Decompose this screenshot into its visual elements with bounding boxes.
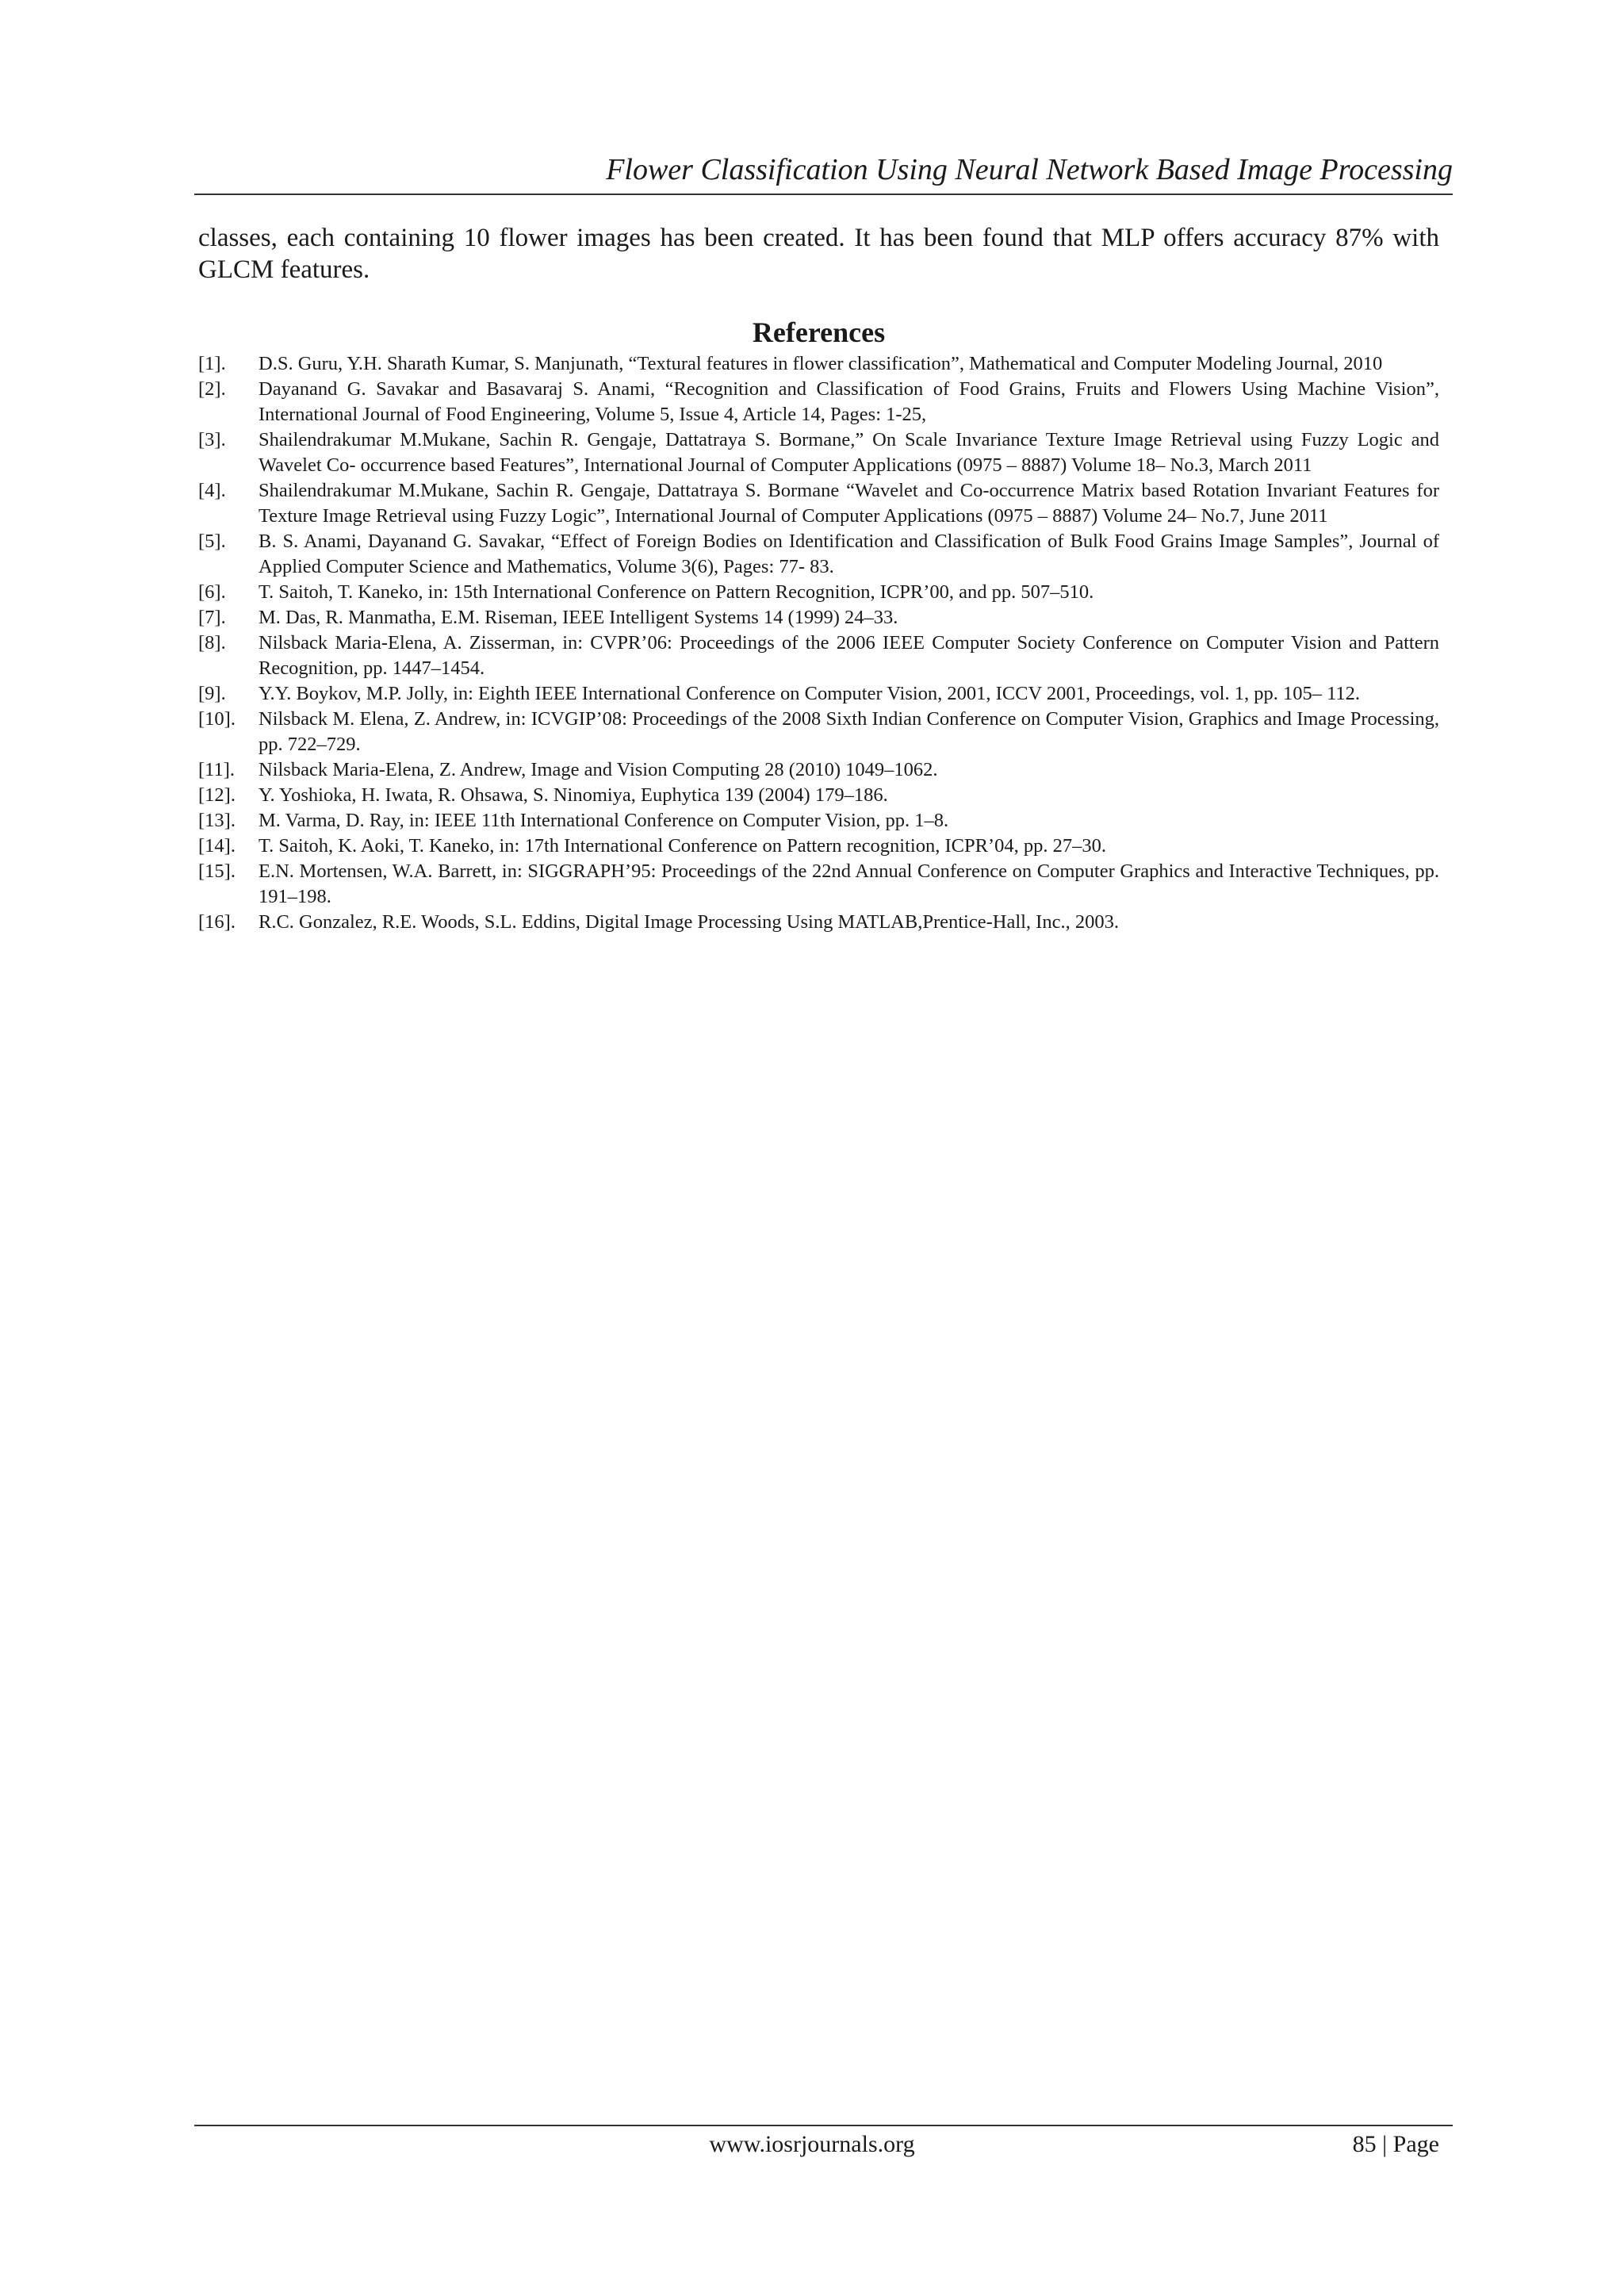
reference-item	[198, 427, 1439, 478]
reference-number: [4].	[198, 480, 226, 501]
reference-text: Y.Y. Boykov, M.P. Jolly, in: Eighth IEEE International Conference on Computer Vision, 2001, ICCV 2001, Proceedings, vol. 1, pp. 105– 112.	[259, 683, 1361, 704]
reference-number: [12].	[198, 784, 236, 806]
reference-number: [1].	[198, 353, 226, 374]
reference-number: [7].	[198, 607, 226, 628]
reference-number: [6].	[198, 581, 226, 603]
reference-number: [3].	[198, 429, 226, 450]
references-list	[198, 351, 1439, 935]
reference-text: T. Saitoh, T. Kaneko, in: 15th International Conference on Pattern Recognition, ICPR’00, and pp. 507–510.	[259, 581, 1094, 603]
reference-number: [11].	[198, 759, 236, 780]
reference-text: Shailendrakumar M.Mukane, Sachin R. Gengaje, Dattatraya S. Bormane “Wavelet and Co-occurrence Matrix based Rotation Invariant Features for Texture Image Retrieval using Fuzzy Logic”, International Journal of Computer Applications (0975 – 8887) Volume 24– No.7, June 2011	[259, 480, 1439, 527]
reference-text: E.N. Mortensen, W.A. Barrett, in: SIGGRAPH’95: Proceedings of the 22nd Annual Conference on Computer Graphics and Interactive Techniques, pp. 191–198.	[259, 861, 1439, 907]
reference-number: [16].	[198, 911, 236, 933]
running-header-title: Flower Classification Using Neural Network Based Image Processing	[606, 153, 1453, 186]
reference-item	[198, 580, 1439, 605]
reference-number: [10].	[198, 708, 236, 730]
reference-item	[198, 707, 1439, 757]
reference-number: [2].	[198, 378, 226, 400]
footer-rule	[194, 2125, 1453, 2126]
reference-number: [13].	[198, 810, 236, 831]
reference-item	[198, 757, 1439, 783]
reference-number: [9].	[198, 683, 226, 704]
reference-text: Nilsback M. Elena, Z. Andrew, in: ICVGIP’08: Proceedings of the 2008 Sixth Indian Conference on Computer Vision, Graphics and Image Processing, pp. 722–729.	[259, 708, 1439, 755]
reference-item	[198, 910, 1439, 935]
reference-text: D.S. Guru, Y.H. Sharath Kumar, S. Manjunath, “Textural features in flower classification”, Mathematical and Computer Modeling Journal, 2010	[259, 353, 1383, 374]
reference-text: Shailendrakumar M.Mukane, Sachin R. Gengaje, Dattatraya S. Bormane,” On Scale Invariance Texture Image Retrieval using Fuzzy Logic and Wavelet Co- occurrence based Features”, International Journal of Computer Applications (0975 – 8887) Volume 18– No.3, March 2011	[259, 429, 1439, 476]
reference-item	[198, 834, 1439, 859]
reference-item	[198, 351, 1439, 377]
reference-item	[198, 808, 1439, 834]
reference-item	[198, 529, 1439, 580]
header-rule	[194, 194, 1453, 195]
reference-text: Nilsback Maria-Elena, Z. Andrew, Image and Vision Computing 28 (2010) 1049–1062.	[259, 759, 938, 780]
reference-item	[198, 478, 1439, 529]
reference-text: M. Varma, D. Ray, in: IEEE 11th International Conference on Computer Vision, pp. 1–8.	[259, 810, 949, 831]
body-paragraph: classes, each containing 10 flower images has been created. It has been found that MLP offers accuracy 87% with GLCM features.	[198, 224, 1439, 284]
reference-text: Dayanand G. Savakar and Basavaraj S. Anami, “Recognition and Classification of Food Grains, Fruits and Flowers Using Machine Vision”, International Journal of Food Engineering, Volume 5, Issue 4, Article 14, Pages: 1-25,	[259, 378, 1439, 425]
reference-item	[198, 783, 1439, 808]
reference-number: [8].	[198, 632, 226, 654]
footer-page-number: 85 | Page	[1352, 2131, 1439, 2157]
reference-text: T. Saitoh, K. Aoki, T. Kaneko, in: 17th International Conference on Pattern recognition, ICPR’04, pp. 27–30.	[259, 835, 1106, 857]
references-heading: References	[752, 316, 886, 348]
footer-website: www.iosrjournals.org	[709, 2131, 915, 2157]
reference-number: [5].	[198, 531, 226, 552]
reference-item	[198, 377, 1439, 427]
reference-item	[198, 681, 1439, 707]
reference-text: Y. Yoshioka, H. Iwata, R. Ohsawa, S. Ninomiya, Euphytica 139 (2004) 179–186.	[259, 784, 888, 806]
reference-text: B. S. Anami, Dayanand G. Savakar, “Effect of Foreign Bodies on Identification and Classification of Bulk Food Grains Image Samples”, Journal of Applied Computer Science and Mathematics, Volume 3(6), Pages: 77- 83.	[259, 531, 1439, 577]
reference-item	[198, 605, 1439, 631]
reference-text: Nilsback Maria-Elena, A. Zisserman, in: CVPR’06: Proceedings of the 2006 IEEE Computer Society Conference on Computer Vision and Pattern Recognition, pp. 1447–1454.	[259, 632, 1439, 679]
reference-item	[198, 631, 1439, 681]
reference-text: M. Das, R. Manmatha, E.M. Riseman, IEEE Intelligent Systems 14 (1999) 24–33.	[259, 607, 898, 628]
reference-text: R.C. Gonzalez, R.E. Woods, S.L. Eddins, Digital Image Processing Using MATLAB,Prentice-Hall, Inc., 2003.	[259, 911, 1119, 933]
reference-item	[198, 859, 1439, 910]
reference-number: [14].	[198, 835, 236, 857]
reference-number: [15].	[198, 861, 236, 882]
